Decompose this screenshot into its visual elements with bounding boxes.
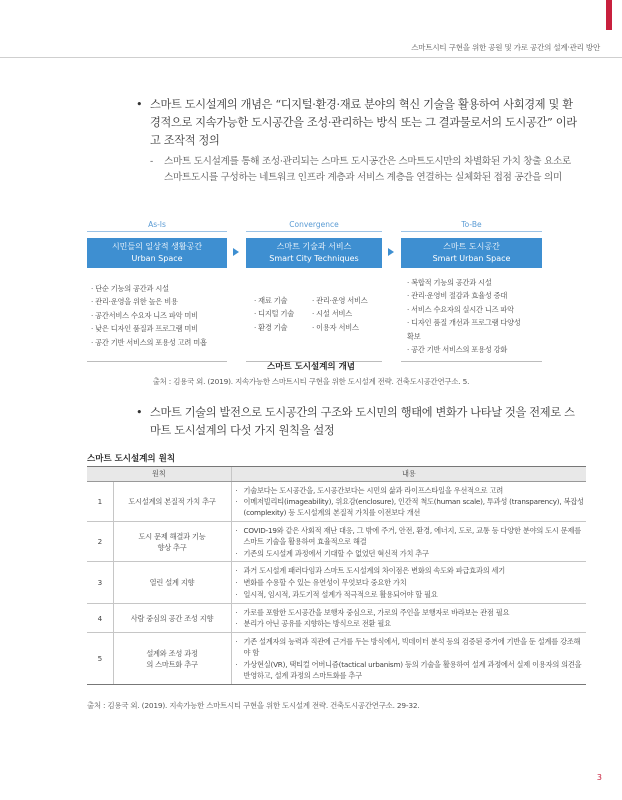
row-principle: 도시설계의 본질적 가치 추구 — [113, 482, 231, 522]
row-content — [231, 522, 586, 562]
stage-title-ko: 스마트 도시공간 — [443, 242, 500, 251]
stage-title-en: Smart Urban Space — [432, 254, 511, 263]
page-accent-bar — [606, 0, 612, 30]
list-item: · 관리·운영 서비스 · 시설 서비스 · 이용자 서비스 — [312, 296, 368, 332]
stage-line — [246, 231, 382, 232]
content-item: · 기존 설계자의 능력과 직관에 근거를 두는 방식에서, 빅데이터 분석 등의 검증된 증거에 기반을 둔 설계를 강조해야 함 — [236, 636, 585, 658]
arrow-right-icon — [388, 248, 394, 256]
stage-label-as-is: As-Is — [148, 220, 166, 229]
row-number: 2 — [87, 522, 113, 562]
stage-label-to-be: To-Be — [461, 220, 482, 229]
figure-caption: 스마트 도시설계의 개념 — [266, 362, 356, 372]
row-principle: 열린 설계 지향 — [113, 562, 231, 604]
content-item: · COVID-19와 같은 사회적 재난 대응, 그 밖에 주거, 안전, 환경, 에너지, 도로, 교통 등 다양한 분야의 도시 문제를 스마트 기술을 활용하여 효율적으로 해결 — [236, 525, 585, 547]
stage-label-convergence: Convergence — [289, 220, 339, 229]
stage-box-urban-space — [87, 238, 227, 268]
row-number: 4 — [87, 604, 113, 633]
list-item: · 재료 기술 · 디지털 기술 · 환경 기술 — [254, 296, 294, 332]
stage-title-ko: 스마트 기술과 서비스 — [276, 242, 352, 251]
convergence-list — [246, 272, 382, 362]
content-item: · 기존의 도시설계 과정에서 기대할 수 없었던 혁신적 가치 추구 — [236, 548, 585, 559]
header-content: 내용 — [231, 467, 586, 482]
table-header-row — [87, 467, 586, 482]
content-item: · 기술보다는 도시공간을, 도시공간보다는 시민의 삶과 라이프스타일을 우선적으로 고려 — [236, 485, 585, 496]
content-item: · 분리가 아닌 공유를 지향하는 방식으로 전환 필요 — [236, 618, 585, 629]
content-item: · 변화를 수용할 수 있는 유연성이 무엇보다 중요한 가치 — [236, 577, 585, 588]
table-row — [87, 562, 586, 604]
content-item: · 이메저빌리티(imageability), 위요감(enclosure), 인간적 척도(human scale), 투과성 (transparency), 복잡성(complexity) 등 도시설계의 본질적 가치를 이전보다 개선 — [236, 496, 585, 518]
stage-box-smart-urban-space — [401, 238, 542, 268]
figure-source: 출처 : 김용국 외. (2019). 지속가능한 스마트시티 구현을 위한 도시설계 전략. 건축도시공간연구소. 5. — [152, 377, 470, 386]
content-item: · 과거 도시설계 패러다임과 스마트 도시설계의 차이점은 변화의 속도와 파급효과의 세기 — [236, 565, 585, 576]
bullet: • — [136, 98, 143, 111]
stage-title-en: Urban Space — [131, 254, 183, 263]
arrow-right-icon — [233, 248, 239, 256]
to-be-list — [401, 272, 542, 362]
list-item: · 복합적 기능의 공간과 시설 · 관리·운영비 절감과 효율성 증대 · 서비스 수요자의 실시간 니즈 파악 · 디자인 품질 개선과 프로그램 다양성 확보 · 공간 기반 서비스의 포용성 강화 — [407, 278, 521, 355]
second-paragraph — [136, 404, 580, 440]
row-number: 5 — [87, 633, 113, 685]
header-divider — [0, 57, 622, 58]
running-header: 스마트시티 구현을 위한 공원 및 가로 공간의 설계·관리 방안 — [411, 43, 600, 52]
table-row — [87, 522, 586, 562]
intro-sub-paragraph — [150, 154, 580, 186]
dash: - — [150, 156, 153, 167]
list-item: · 단순 기능의 공간과 시설 · 관리·운영을 위한 높은 비용 · 공간서비스 수요자 니즈 파악 미비 · 낮은 디자인 품질과 프로그램 미비 · 공간 기반 서비스의 포용성 고려 미흡 — [91, 284, 207, 347]
row-principle: 도시 문제 해결과 기능 향상 추구 — [113, 522, 231, 562]
second-text: 스마트 기술의 발전으로 도시공간의 구조와 도시민의 행태에 변화가 나타날 것을 전제로 스마트 도시설계의 다섯 가지 원칙을 설정 — [150, 406, 575, 437]
header-principle: 원칙 — [87, 467, 231, 482]
table-source: 출처 : 김용국 외. (2019). 지속가능한 스마트시티 구현을 위한 도시설계 전략. 건축도시공간연구소. 29-32. — [87, 701, 420, 710]
as-is-list — [87, 272, 227, 362]
stage-line — [401, 231, 542, 232]
row-content — [231, 482, 586, 522]
stage-title-en: Smart City Techniques — [269, 254, 359, 263]
row-principle: 설계와 조성 과정의 스마트화 추구 — [113, 633, 231, 685]
content-item: · 일시적, 임시적, 과도기적 설계가 적극적으로 활용되어야 할 필요 — [236, 589, 585, 600]
table-row — [87, 482, 586, 522]
stage-title-ko: 시민들의 일상적 생활공간 — [111, 242, 203, 251]
content-item: · 가상현실(VR), 택티컬 어버니즘(tactical urbanism) 등의 기술을 활용하여 설계 과정에서 실제 이용자의 의견을 반영하고, 설계 과정의 스마트화를 추구 — [236, 659, 585, 681]
page-number: 3 — [596, 773, 602, 782]
stage-line — [87, 231, 227, 232]
intro-paragraph — [136, 96, 580, 150]
table-row — [87, 633, 586, 685]
principles-table — [87, 466, 586, 685]
stage-box-smart-techniques — [246, 238, 382, 268]
row-content — [231, 633, 586, 685]
intro-text: 스마트 도시설계의 개념은 “디지털·환경·재료 분야의 혁신 기술을 활용하여 사회경제 및 환경적으로 지속가능한 도시공간을 조성·관리하는 방식 또는 그 결과물로서의 도시공간” 이라고 조작적 정의 — [150, 98, 577, 147]
table-row — [87, 604, 586, 633]
intro-sub-text: 스마트 도시설계를 통해 조성·관리되는 스마트 도시공간은 스마트도시만의 차별화된 가치 창출 요소로 스마트도시를 구성하는 네트워크 인프라 계층과 서비스 계층을 연결하는 실체화된 접점 공간을 의미 — [164, 156, 571, 183]
row-content — [231, 604, 586, 633]
content-item: · 가로를 포함한 도시공간을 보행자 중심으로, 가로의 주인을 보행자로 바라보는 관점 필요 — [236, 607, 585, 618]
bullet: • — [136, 406, 143, 419]
row-principle: 사람 중심의 공간 조성 지향 — [113, 604, 231, 633]
row-content — [231, 562, 586, 604]
row-number: 1 — [87, 482, 113, 522]
row-number: 3 — [87, 562, 113, 604]
table-title: 스마트 도시설계의 원칙 — [87, 454, 176, 464]
